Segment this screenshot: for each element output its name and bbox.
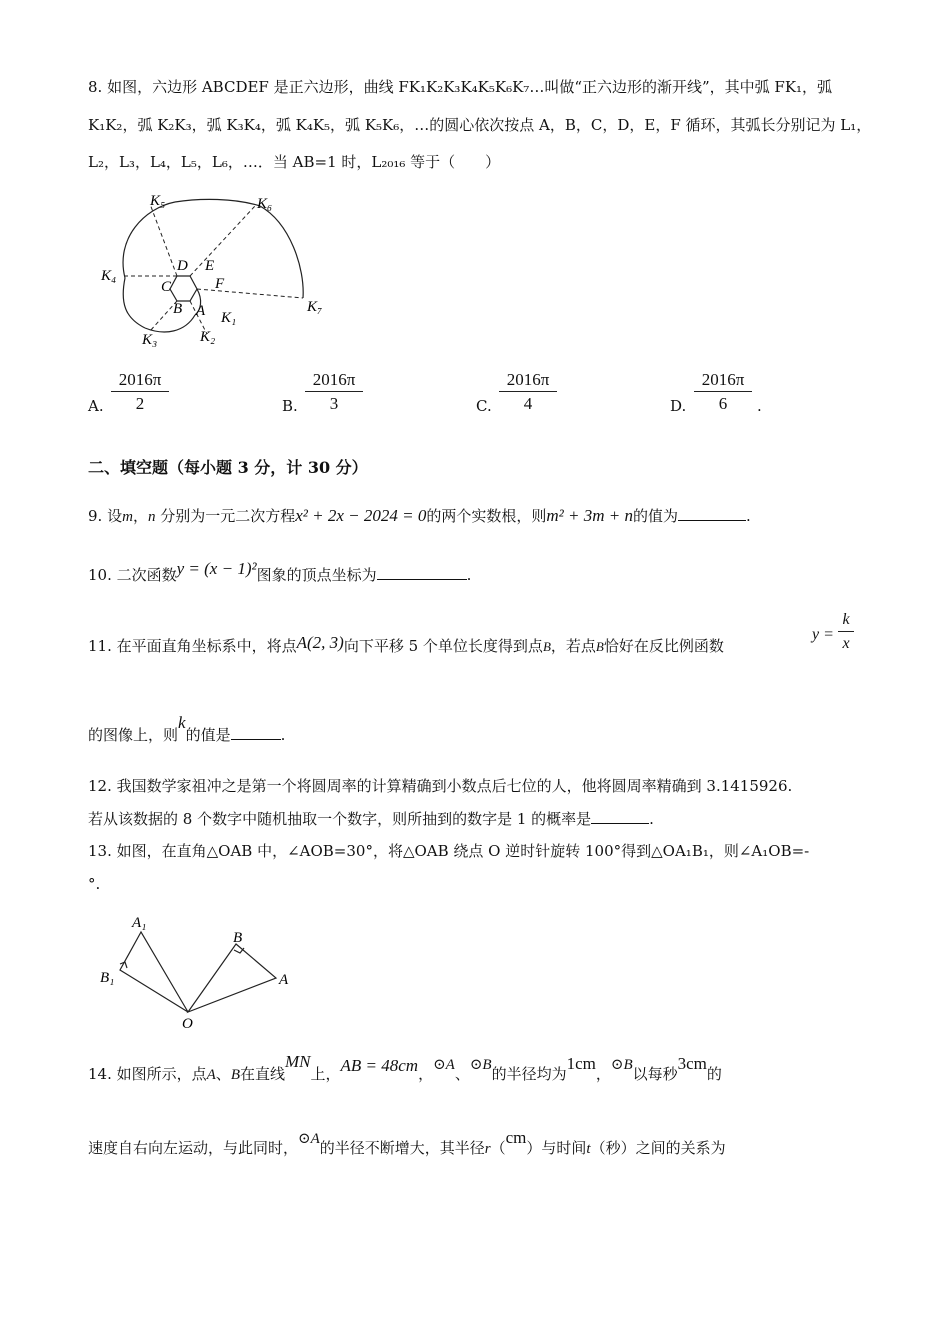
question-13-line1: [88, 841, 809, 861]
q14-mid: 在直线: [239, 1065, 285, 1083]
label-a: A: [279, 972, 289, 988]
involute-arc-k1-k2: [145, 315, 195, 332]
q14-ab-length: AB = 48cm: [340, 1056, 419, 1075]
option-c-fraction: [499, 369, 557, 416]
q11-point-a: A(2, 3): [296, 633, 344, 652]
q13-blank[interactable]: -: [804, 842, 810, 860]
question-10: [88, 559, 472, 585]
question-14-line2: [88, 1128, 726, 1159]
question-11-line1: [88, 633, 724, 657]
q14-one-cm: 1cm: [566, 1054, 596, 1073]
rotation-figure: [96, 912, 296, 1034]
option-b-label: B.: [282, 397, 298, 415]
q9-expression: m² + 3m + n: [546, 506, 633, 525]
q10-answer-blank[interactable]: [377, 564, 467, 580]
option-c-label: C.: [476, 397, 492, 415]
q9-var-m: m: [122, 509, 133, 525]
q14-paren-open: （: [490, 1139, 506, 1157]
q8-line3: L₂，L₃，L₄，L₅，L₆，…．当 AB=1 时，L₂₀₁₆ 等于（ ）: [88, 153, 501, 171]
label-k7: K₇: [307, 299, 323, 315]
hexagon-shape: [170, 276, 197, 301]
dashed-d-k5: [150, 204, 177, 276]
q14-line2-mid: 的半径不断增大，其半径: [319, 1139, 485, 1157]
q14-radius: 的半径均为: [491, 1065, 567, 1083]
option-a-denominator: 2: [135, 394, 145, 413]
question-12-line2: [88, 808, 654, 829]
q14-line-mn: MN: [285, 1052, 311, 1071]
dashed-e-k6: [190, 206, 255, 276]
dashed-f-k7: [197, 289, 303, 298]
q9-suffix: 的值为: [632, 507, 678, 525]
q10-prefix: 10. 二次函数: [88, 566, 177, 584]
label-d: D: [177, 258, 188, 274]
label-f: F: [215, 276, 225, 292]
q11-func-fraction: [838, 609, 854, 656]
q14-line2-pre: 速度自右向左运动，与此同时，: [88, 1139, 299, 1157]
q14-cm-unit: cm: [505, 1128, 527, 1147]
q11-mid: 向下平移 5 个单位长度得到点: [343, 637, 543, 655]
q9-var-n: n: [147, 509, 156, 525]
q14-circle-b-2: ⊙B: [610, 1057, 633, 1073]
q8-line1: 8. 如图，六边形 ABCDEF 是正六边形，曲线 FK₁K₂K₃K₄K₅K₆K₇…叫做“正六边形的渐开线”，其中弧 FK₁，弧: [88, 78, 833, 96]
option-a-fraction: [111, 369, 169, 416]
q9-prefix: 9. 设: [88, 507, 123, 525]
q9-equation: x² + 2x − 2024 = 0: [295, 506, 427, 525]
q14-var-b: B: [230, 1067, 240, 1083]
label-e: E: [205, 258, 215, 274]
q14-circle-a-2: ⊙A: [298, 1131, 320, 1147]
option-c-denominator: 4: [523, 394, 533, 413]
q11-point-b-2: B: [595, 639, 604, 654]
option-d-denominator: 6: [718, 394, 728, 413]
hexagon-involute-figure: [95, 188, 340, 353]
q8-line2: K₁K₂，弧 K₂K₃，弧 K₃K₄，弧 K₄K₅，弧 K₅K₆，…的圆心依次按点 A，B，C，D，E，F 循环，其弧长分别记为 L₁，: [88, 116, 872, 134]
q11-line2-suffix: 的值是: [185, 726, 231, 744]
q14-on: 上，: [310, 1065, 341, 1083]
q11-func-y: y =: [812, 626, 834, 643]
option-a-numerator: 2016π: [111, 369, 169, 392]
question-11-line2: [88, 713, 286, 745]
q11-end: .: [280, 726, 286, 744]
label-b: B: [173, 301, 183, 317]
label-b1: B₁: [100, 970, 115, 986]
involute-arc-k3-k5: [123, 202, 175, 278]
q14-dun: 、: [454, 1065, 470, 1083]
option-c-numerator: 2016π: [499, 369, 557, 392]
q11-line2-prefix: 的图像上，则: [88, 726, 179, 744]
q11-point-b: B: [542, 639, 551, 654]
involute-arc-k6-k7: [260, 206, 303, 298]
q9-end: .: [745, 507, 751, 525]
involute-arc-k2-k3: [123, 278, 145, 328]
involute-arc-k5-k6: [175, 199, 260, 206]
question-14-line1: [88, 1052, 722, 1085]
q14-de: 的: [706, 1065, 722, 1083]
label-k4: K₄: [101, 268, 117, 284]
q14-line2-end: （秒）之间的关系为: [590, 1139, 726, 1157]
q14-three-cm: 3cm: [677, 1054, 707, 1073]
q9-mid2: 的两个实数根，则: [426, 507, 547, 525]
q8-end-mark: .: [757, 397, 762, 415]
label-a1: A₁: [132, 915, 147, 931]
q10-end: .: [466, 566, 472, 584]
question-9: [88, 505, 751, 527]
q14-speed-pre: 以每秒: [632, 1065, 678, 1083]
q13-line1: 13. 如图，在直角△OAB 中，∠AOB=30°，将△OAB 绕点 O 逆时针旋转 100°得到△OA₁B₁，则∠A₁OB=: [88, 842, 805, 860]
q12-answer-blank[interactable]: [591, 808, 649, 824]
q12-end: .: [649, 810, 654, 828]
q14-prefix: 14. 如图所示，点: [88, 1065, 207, 1083]
label-a: A: [196, 303, 206, 319]
q11-func-denominator: x: [842, 635, 850, 652]
q14-var-t: t: [586, 1141, 591, 1157]
q9-comma: ，: [132, 507, 148, 525]
option-d-label: D.: [670, 397, 687, 415]
option-d-numerator: 2016π: [694, 369, 752, 392]
q13-line2: °.: [88, 875, 101, 893]
section-2-heading: 二、填空题（每小题 3 分，计 30 分）: [88, 458, 368, 477]
q9-answer-blank[interactable]: [678, 505, 746, 521]
q12-line2: 若从该数据的 8 个数字中随机抽取一个数字，则所抽到的数字是 1 的概率是: [88, 810, 592, 828]
q9-mid: 分别为一元二次方程: [155, 507, 296, 525]
q14-comma2: ，: [595, 1065, 611, 1083]
label-k2: K₂: [200, 329, 216, 345]
option-b-denominator: 3: [329, 394, 339, 413]
q12-line1: 12. 我国数学家祖冲之是第一个将圆周率的计算精确到小数点后七位的人，他将圆周率精确到 3.1415926.: [88, 777, 793, 795]
q11-mid3: 恰好在反比例函数: [603, 637, 724, 655]
option-a-label: A.: [88, 397, 104, 415]
q10-function: y = (x − 1)²: [176, 559, 257, 578]
q14-var-r: r: [484, 1141, 491, 1157]
label-b: B: [233, 930, 243, 946]
option-b-fraction: [305, 369, 363, 416]
q14-comma: ，: [418, 1065, 434, 1083]
label-k3: K₃: [142, 332, 158, 348]
label-o: O: [182, 1016, 193, 1032]
q14-paren-close: ）与时间: [526, 1139, 587, 1157]
triangle-oab: [188, 944, 276, 1012]
q14-circle-a: ⊙A: [433, 1057, 455, 1073]
q11-func-numerator: k: [838, 609, 854, 632]
q11-var-k: k: [178, 713, 186, 732]
q11-prefix: 11. 在平面直角坐标系中，将点: [88, 637, 297, 655]
label-k6: K₆: [257, 196, 273, 212]
q10-suffix: 图象的顶点坐标为: [256, 566, 377, 584]
label-k5: K₅: [150, 193, 166, 209]
q11-answer-blank[interactable]: [231, 724, 281, 740]
option-b-numerator: 2016π: [305, 369, 363, 392]
q14-var-a: A: [206, 1067, 216, 1083]
label-c: C: [161, 279, 172, 295]
label-k1: K₁: [221, 310, 237, 326]
q11-mid2: ，若点: [550, 637, 596, 655]
q14-circle-b: ⊙B: [469, 1057, 492, 1073]
triangle-oa1b1: [120, 932, 188, 1012]
q14-sep: 、: [215, 1065, 231, 1083]
option-d-fraction: [694, 369, 752, 416]
